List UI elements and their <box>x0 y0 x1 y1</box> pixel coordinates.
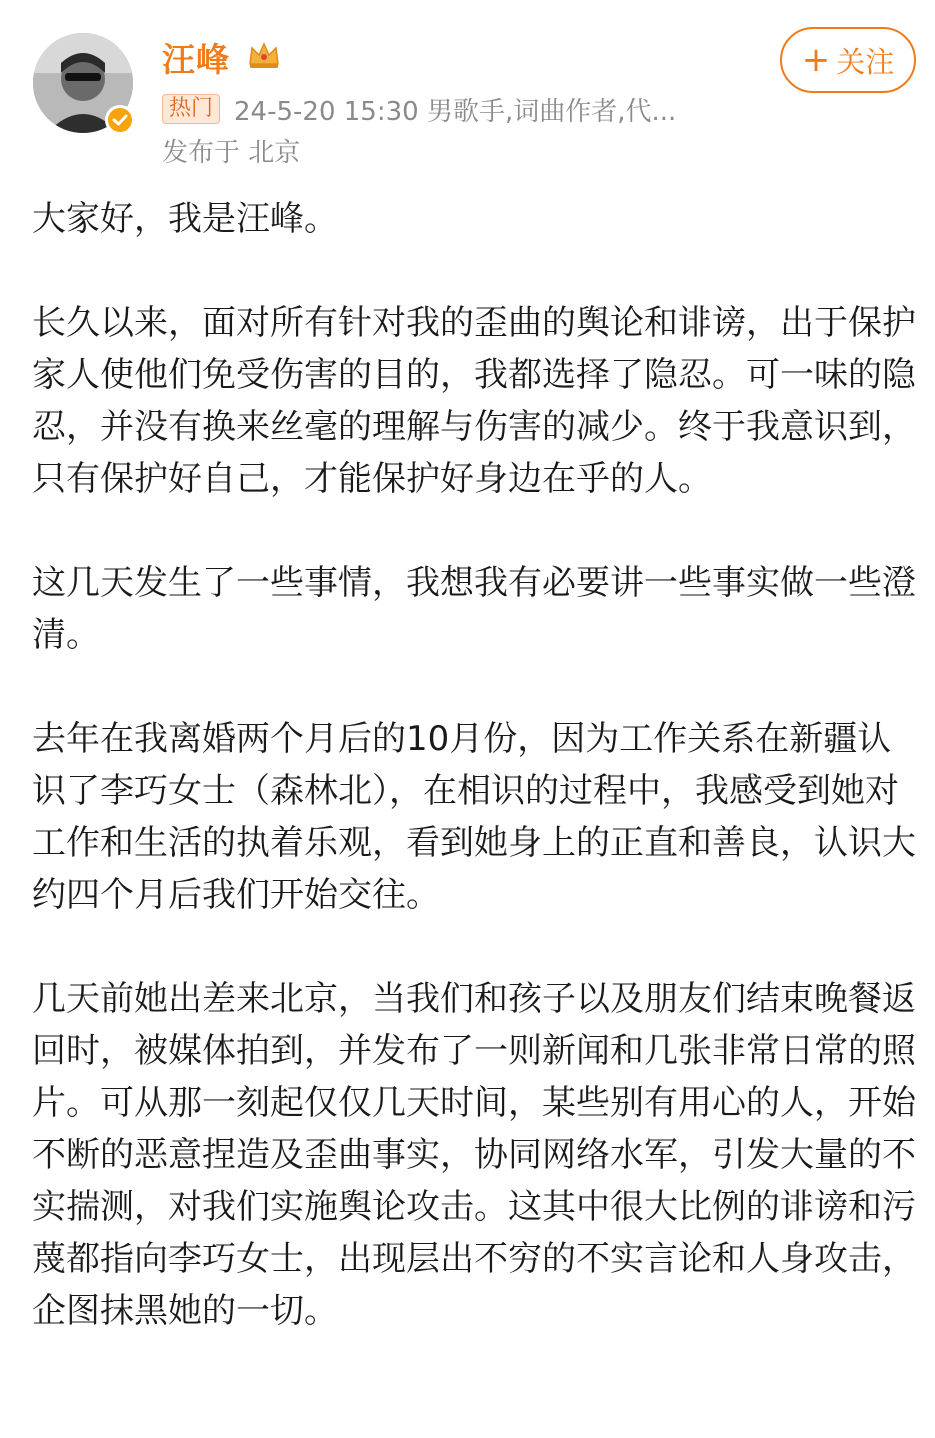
post-body <box>32 193 916 1337</box>
post-paragraph: 几天前她出差来北京，当我们和孩子以及朋友们结束晚餐返回时，被媒体拍到，并发布了一则新闻和几张非常日常的照片。可从那一刻起仅仅几天时间，某些别有用心的人，开始不断的恶意捏造及歪曲事实，协同网络水军，引发大量的不实揣测，对我们实施舆论攻击。这其中很大比例的诽谤和污蔑都指向李巧女士，出现层出不穷的不实言论和人身攻击，企图抹黑她的一切。 <box>32 979 916 1331</box>
post-location: 发布于 北京 <box>162 138 301 168</box>
post-header <box>0 0 935 180</box>
follow-label: 关注 <box>836 44 895 79</box>
post-paragraph: 这几天发生了一些事情，我想我有必要讲一些事实做一些澄清。 <box>32 563 916 655</box>
post-paragraph: 大家好，我是汪峰。 <box>32 199 338 239</box>
post-paragraph: 去年在我离婚两个月后的10月份，因为工作关系在新疆认识了李巧女士（森林北），在相识的过程中，我感受到她对工作和生活的执着乐观，看到她身上的正直和善良，认识大约四个月后我们开始交往。 <box>32 719 916 915</box>
post-time-and-bio: 24-5-20 15:30 男歌手,词曲作者,代... <box>234 96 677 127</box>
hot-badge: 热门 <box>162 94 220 124</box>
author-name[interactable]: 汪峰 <box>162 40 230 79</box>
verified-badge-icon <box>105 105 135 135</box>
post-meta <box>162 92 676 126</box>
follow-button[interactable] <box>780 27 916 93</box>
avatar[interactable] <box>33 33 133 133</box>
crown-icon <box>247 40 281 74</box>
post-paragraph: 长久以来，面对所有针对我的歪曲的舆论和诽谤，出于保护家人使他们免受伤害的目的，我都选择了隐忍。可一味的隐忍，并没有换来丝毫的理解与伤害的减少。终于我意识到，只有保护好自己，才能保护好身边在乎的人。 <box>32 303 916 499</box>
plus-icon: + <box>801 40 831 80</box>
